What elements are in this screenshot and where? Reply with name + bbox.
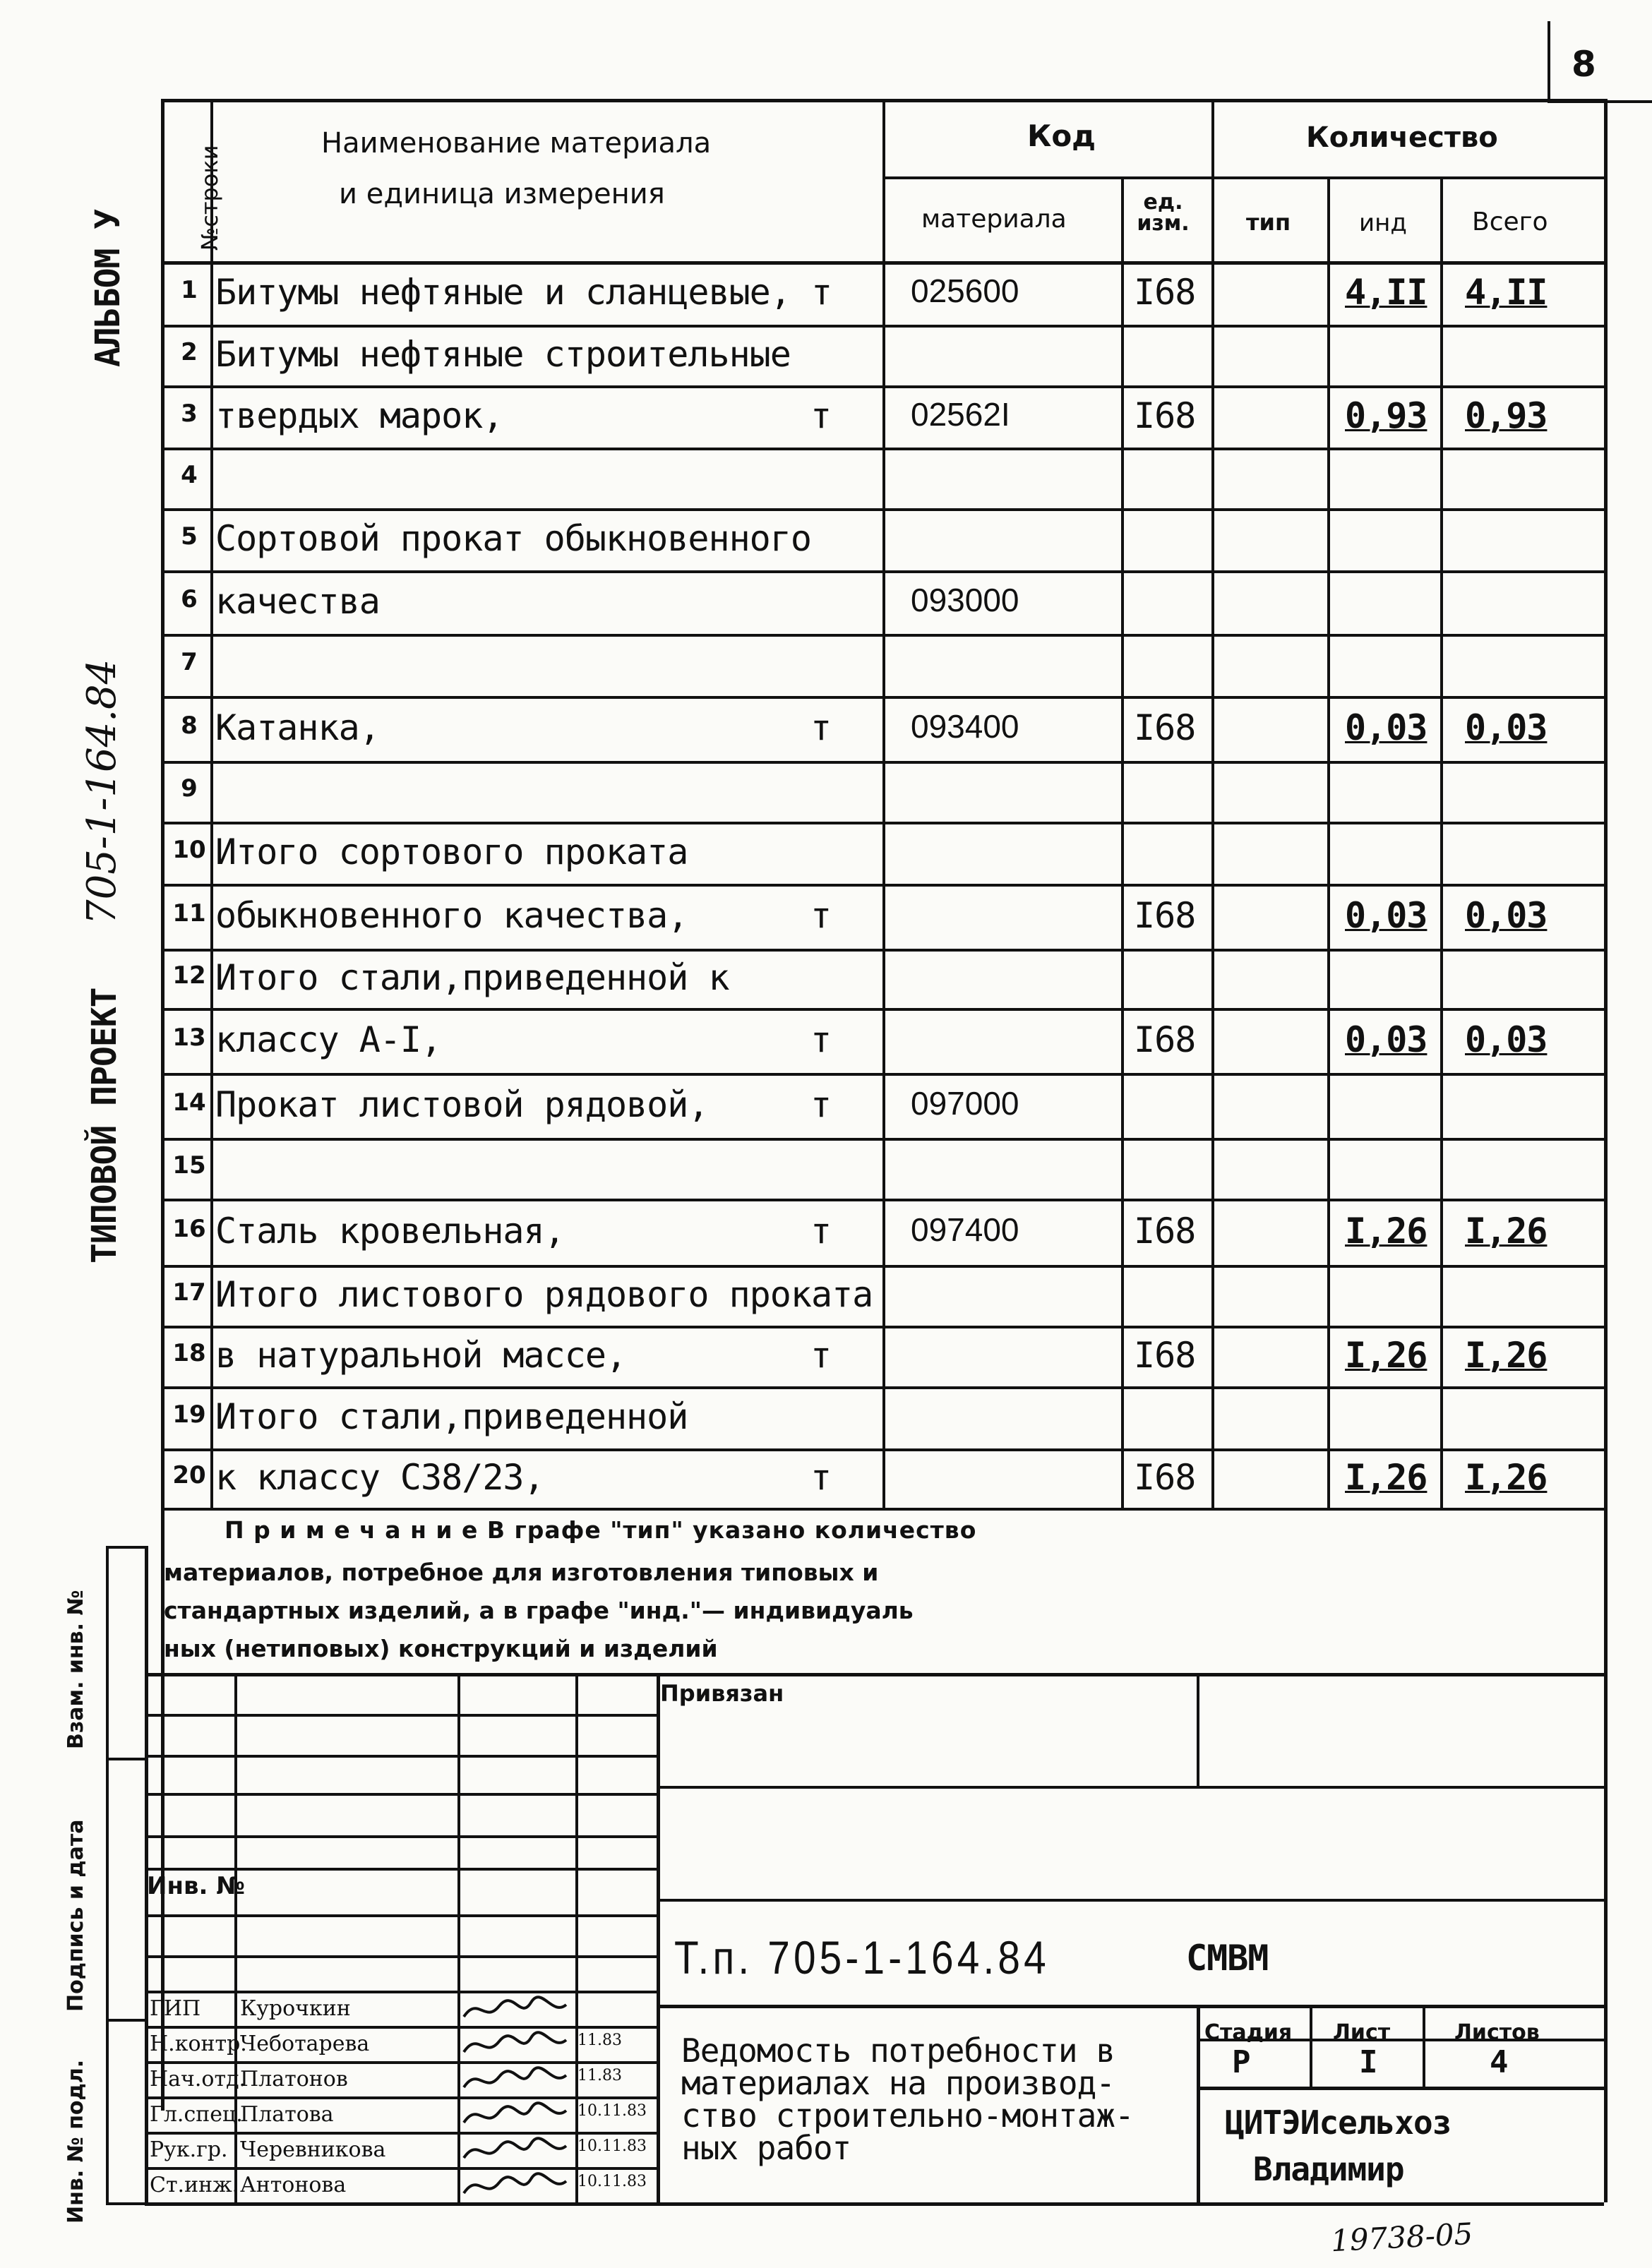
material-name: Прокат листовой рядовой, bbox=[215, 1084, 709, 1125]
signer-date: 11.83 bbox=[577, 2032, 622, 2049]
corner-rule-vertical bbox=[1548, 21, 1550, 102]
material-unit: т bbox=[810, 1457, 832, 1498]
stamp-grid-row bbox=[145, 1955, 657, 1958]
signer-date: 10.11.83 bbox=[577, 2173, 647, 2190]
material-name: качества bbox=[215, 581, 380, 622]
qty-total: 0,03 bbox=[1465, 1019, 1548, 1060]
signer-date: 10.11.83 bbox=[577, 2137, 647, 2155]
unit-code: I68 bbox=[1134, 395, 1196, 436]
signer-role: ГИП bbox=[150, 1996, 201, 2021]
material-unit: т bbox=[810, 1211, 832, 1252]
qty-total: I,26 bbox=[1465, 1211, 1548, 1252]
row-number: 10 bbox=[172, 836, 206, 864]
signer-role: Н.контр. bbox=[150, 2032, 247, 2056]
stamp-grid-row bbox=[145, 1835, 657, 1838]
stamp-stage-col bbox=[1310, 2005, 1312, 2087]
material-code: 025600 bbox=[911, 272, 1019, 309]
signer-date: 10.11.83 bbox=[577, 2102, 647, 2120]
left-stamp-inv-podl: Инв. № подл. bbox=[64, 2059, 88, 2224]
left-stamp-bottom bbox=[106, 2202, 148, 2205]
unit-code: I68 bbox=[1134, 1019, 1196, 1060]
signer-name: Черевникова bbox=[240, 2137, 386, 2162]
table-left-border bbox=[161, 99, 164, 2111]
row-divider bbox=[161, 1508, 1604, 1511]
col-divider-type bbox=[1327, 176, 1330, 1508]
left-stamp-sign-date: Подпись и дата bbox=[64, 1819, 88, 2012]
project-type-label: ТИПОВОЙ ПРОЕКТ bbox=[85, 988, 124, 1264]
note-line-3: стандартных изделий, а в графе "инд."— индивидуаль bbox=[164, 1597, 914, 1624]
material-code: 093000 bbox=[911, 582, 1019, 618]
signer-name: Курочкин bbox=[240, 1996, 351, 2021]
stamp-sheet-col bbox=[1423, 2005, 1425, 2087]
material-name: обыкновенного качества, bbox=[215, 895, 688, 936]
qty-individual: 0,93 bbox=[1345, 395, 1427, 436]
left-stamp-divider-2 bbox=[106, 2019, 148, 2022]
row-number: 4 bbox=[181, 461, 198, 489]
table-right-border bbox=[1604, 99, 1608, 2202]
qty-total: I,26 bbox=[1465, 1457, 1548, 1498]
stamp-right-box-border bbox=[1197, 2005, 1200, 2202]
material-name: Катанка, bbox=[215, 707, 380, 748]
stamp-org-line-2: Владимир bbox=[1253, 2150, 1404, 2188]
material-unit: т bbox=[810, 1335, 832, 1376]
material-unit: т bbox=[810, 707, 832, 748]
col-divider-name bbox=[882, 99, 885, 1508]
row-number: 13 bbox=[172, 1024, 206, 1052]
col-divider-rowno bbox=[210, 99, 213, 1508]
stamp-sheet: I bbox=[1359, 2044, 1377, 2080]
qty-individual: I,26 bbox=[1345, 1457, 1427, 1498]
material-name: к классу С38/23, bbox=[215, 1457, 544, 1498]
stamp-grid-row bbox=[145, 1793, 657, 1796]
row-number: 15 bbox=[172, 1151, 206, 1180]
signature-mark bbox=[460, 1992, 573, 2026]
unit-code: I68 bbox=[1134, 707, 1196, 748]
stamp-grid-col-4 bbox=[657, 1673, 660, 2202]
signature-mark bbox=[460, 2168, 573, 2202]
doc-title-line-3: ство строительно-монтаж- bbox=[681, 2096, 1134, 2135]
stamp-sheet-label: Лист bbox=[1333, 2020, 1391, 2045]
material-name: Битумы нефтяные строительные bbox=[215, 334, 791, 375]
material-name: в натуральной массе, bbox=[215, 1335, 627, 1376]
stamp-grid-col-3 bbox=[575, 1673, 578, 2202]
row-number: 6 bbox=[181, 585, 198, 613]
privyazan-bottom bbox=[657, 1786, 1604, 1789]
qty-individual: I,26 bbox=[1345, 1335, 1427, 1376]
material-name: Итого стали,приведенной к bbox=[215, 957, 729, 998]
signer-row-line bbox=[145, 2096, 657, 2099]
header-qty-total: Всего bbox=[1472, 208, 1548, 236]
stamp-title-line bbox=[657, 2005, 1604, 2008]
material-name: Итого стали,приведенной bbox=[215, 1396, 688, 1437]
qty-total: I,26 bbox=[1465, 1335, 1548, 1376]
header-qty-ind: инд bbox=[1359, 209, 1407, 237]
stamp-inv-no: Инв. № bbox=[147, 1872, 246, 1900]
qty-individual: 0,03 bbox=[1345, 707, 1427, 748]
left-stamp-outer bbox=[106, 1546, 109, 2202]
material-unit: т bbox=[810, 895, 832, 936]
signer-role: Рук.гр. bbox=[150, 2137, 228, 2162]
signer-row-line bbox=[145, 2061, 657, 2064]
qty-total: 0,03 bbox=[1465, 895, 1548, 936]
row-number: 19 bbox=[172, 1400, 206, 1429]
sheet-number: 8 bbox=[1572, 44, 1596, 85]
material-unit: т bbox=[810, 1019, 832, 1060]
header-code: Код bbox=[1027, 119, 1096, 153]
left-stamp-top bbox=[106, 1546, 148, 1549]
col-divider-code bbox=[1121, 176, 1124, 1508]
row-number: 3 bbox=[181, 400, 198, 428]
header-name-line2: и единица измерения bbox=[339, 178, 665, 210]
qty-individual: 0,03 bbox=[1345, 895, 1427, 936]
header-name-line1: Наименование материала bbox=[321, 127, 712, 160]
header-code-unit: ед. изм. bbox=[1137, 190, 1190, 236]
stamp-sheets: 4 bbox=[1490, 2044, 1508, 2080]
material-code: 097000 bbox=[911, 1085, 1019, 1122]
unit-code: I68 bbox=[1134, 272, 1196, 313]
note-line-2: материалов, потребное для изготовления типовых и bbox=[164, 1559, 879, 1586]
stamp-grid-row bbox=[145, 1991, 657, 1993]
material-name: твердых марок, bbox=[215, 395, 503, 436]
left-stamp-divider-1 bbox=[106, 1758, 148, 1760]
signer-row-line bbox=[145, 2026, 657, 2029]
stamp-stage-label: Стадия bbox=[1204, 2020, 1293, 2045]
row-number: 20 bbox=[172, 1461, 206, 1489]
left-stamp-vzam-inv: Взам. инв. № bbox=[64, 1590, 88, 1749]
unit-code: I68 bbox=[1134, 1335, 1196, 1376]
row-number: 11 bbox=[172, 899, 206, 928]
row-number: 7 bbox=[181, 648, 198, 676]
signature-mark bbox=[460, 2063, 573, 2096]
privyazan-divider bbox=[1197, 1673, 1199, 1786]
doc-title-line-1: Ведомость потребности в bbox=[681, 2032, 1115, 2070]
unit-code: I68 bbox=[1134, 1211, 1196, 1252]
material-name: Сталь кровельная, bbox=[215, 1211, 565, 1252]
project-code-label: 705-1-164.84 bbox=[79, 659, 125, 925]
qty-total: 0,93 bbox=[1465, 395, 1548, 436]
signer-row-line bbox=[145, 2167, 657, 2170]
row-number: 1 bbox=[181, 276, 198, 304]
signer-name: Чеботарева bbox=[240, 2032, 370, 2056]
doc-title-line-4: ных работ bbox=[681, 2129, 851, 2167]
row-number: 12 bbox=[172, 961, 206, 990]
material-name: Итого листового рядового проката bbox=[215, 1274, 873, 1315]
qty-total: 0,03 bbox=[1465, 707, 1548, 748]
note-bottom-border bbox=[145, 1673, 1604, 1676]
col-divider-ind bbox=[1440, 176, 1443, 1508]
stamp-sheets-label: Листов bbox=[1454, 2020, 1540, 2045]
row-number: 17 bbox=[172, 1278, 206, 1307]
qty-individual: 4,II bbox=[1345, 272, 1427, 313]
stamp-stage: Р bbox=[1232, 2044, 1250, 2080]
material-name: Сортовой прокат обыкновенного bbox=[215, 518, 811, 559]
archive-number: 19738-05 bbox=[1329, 2216, 1474, 2259]
header-row-number: №строки bbox=[196, 145, 223, 251]
signer-name: Антонова bbox=[240, 2173, 347, 2197]
album-label: АЛЬБОМ У bbox=[88, 209, 128, 367]
row-number: 9 bbox=[181, 774, 198, 803]
signer-row-line bbox=[145, 2132, 657, 2135]
stamp-mark: СМВМ bbox=[1186, 1938, 1269, 1979]
material-unit: т bbox=[810, 1084, 832, 1125]
header-quantity: Количество bbox=[1306, 121, 1498, 154]
material-code: 093400 bbox=[911, 708, 1019, 745]
header-sub-divider bbox=[882, 176, 1604, 179]
header-code-material: материала bbox=[921, 205, 1067, 234]
material-code: 097400 bbox=[911, 1211, 1019, 1248]
stamp-stage-value-line bbox=[1197, 2087, 1604, 2090]
signer-role: Нач.отд. bbox=[150, 2067, 246, 2092]
stamp-grid-row bbox=[145, 1868, 657, 1871]
note-line-4: ных (нетиповых) конструкций и изделий bbox=[164, 1635, 718, 1662]
stamp-middle-line bbox=[657, 1899, 1604, 1902]
material-name: Итого сортового проката bbox=[215, 832, 688, 872]
signer-role: Ст.инж. bbox=[150, 2173, 239, 2197]
qty-total: 4,II bbox=[1465, 272, 1548, 313]
header-qty-type: тип bbox=[1246, 209, 1291, 236]
stamp-grid-row bbox=[145, 1714, 657, 1717]
doc-title-line-2: материалах на производ- bbox=[681, 2064, 1115, 2102]
signer-role: Гл.спец. bbox=[150, 2102, 243, 2127]
stamp-grid-row bbox=[145, 1755, 657, 1758]
col-divider-unit bbox=[1211, 99, 1214, 1508]
row-number: 5 bbox=[181, 522, 198, 551]
signer-date: 11.83 bbox=[577, 2067, 622, 2084]
material-unit: т bbox=[810, 395, 832, 436]
signer-name: Платова bbox=[240, 2102, 334, 2127]
stamp-org-line-1: ЦИТЭИсельхоз bbox=[1225, 2104, 1452, 2142]
row-number: 8 bbox=[181, 712, 198, 740]
unit-code: I68 bbox=[1134, 1457, 1196, 1498]
row-number: 14 bbox=[172, 1088, 206, 1117]
signature-mark bbox=[460, 2098, 573, 2132]
row-number: 16 bbox=[172, 1215, 206, 1243]
material-name: Битумы нефтяные и сланцевые, т bbox=[215, 272, 832, 313]
signature-mark bbox=[460, 2133, 573, 2167]
qty-individual: 0,03 bbox=[1345, 1019, 1427, 1060]
material-name: классу А-I, bbox=[215, 1019, 442, 1060]
stamp-project-title: Т.п. 705-1-164.84 bbox=[674, 1931, 1050, 1984]
stamp-grid-row bbox=[145, 1914, 657, 1917]
note-line-1: П р и м е ч а н и е В графе "тип" указано количество bbox=[225, 1516, 977, 1544]
unit-code: I68 bbox=[1134, 895, 1196, 936]
signature-mark bbox=[460, 2027, 573, 2061]
row-number: 2 bbox=[181, 338, 198, 366]
qty-individual: I,26 bbox=[1345, 1211, 1427, 1252]
signer-name: Платонов bbox=[240, 2067, 348, 2092]
material-code: 02562I bbox=[911, 396, 1010, 433]
stamp-bottom-border bbox=[145, 2202, 1604, 2206]
row-number: 18 bbox=[172, 1339, 206, 1367]
stamp-privyazan: Привязан bbox=[660, 1680, 784, 1707]
